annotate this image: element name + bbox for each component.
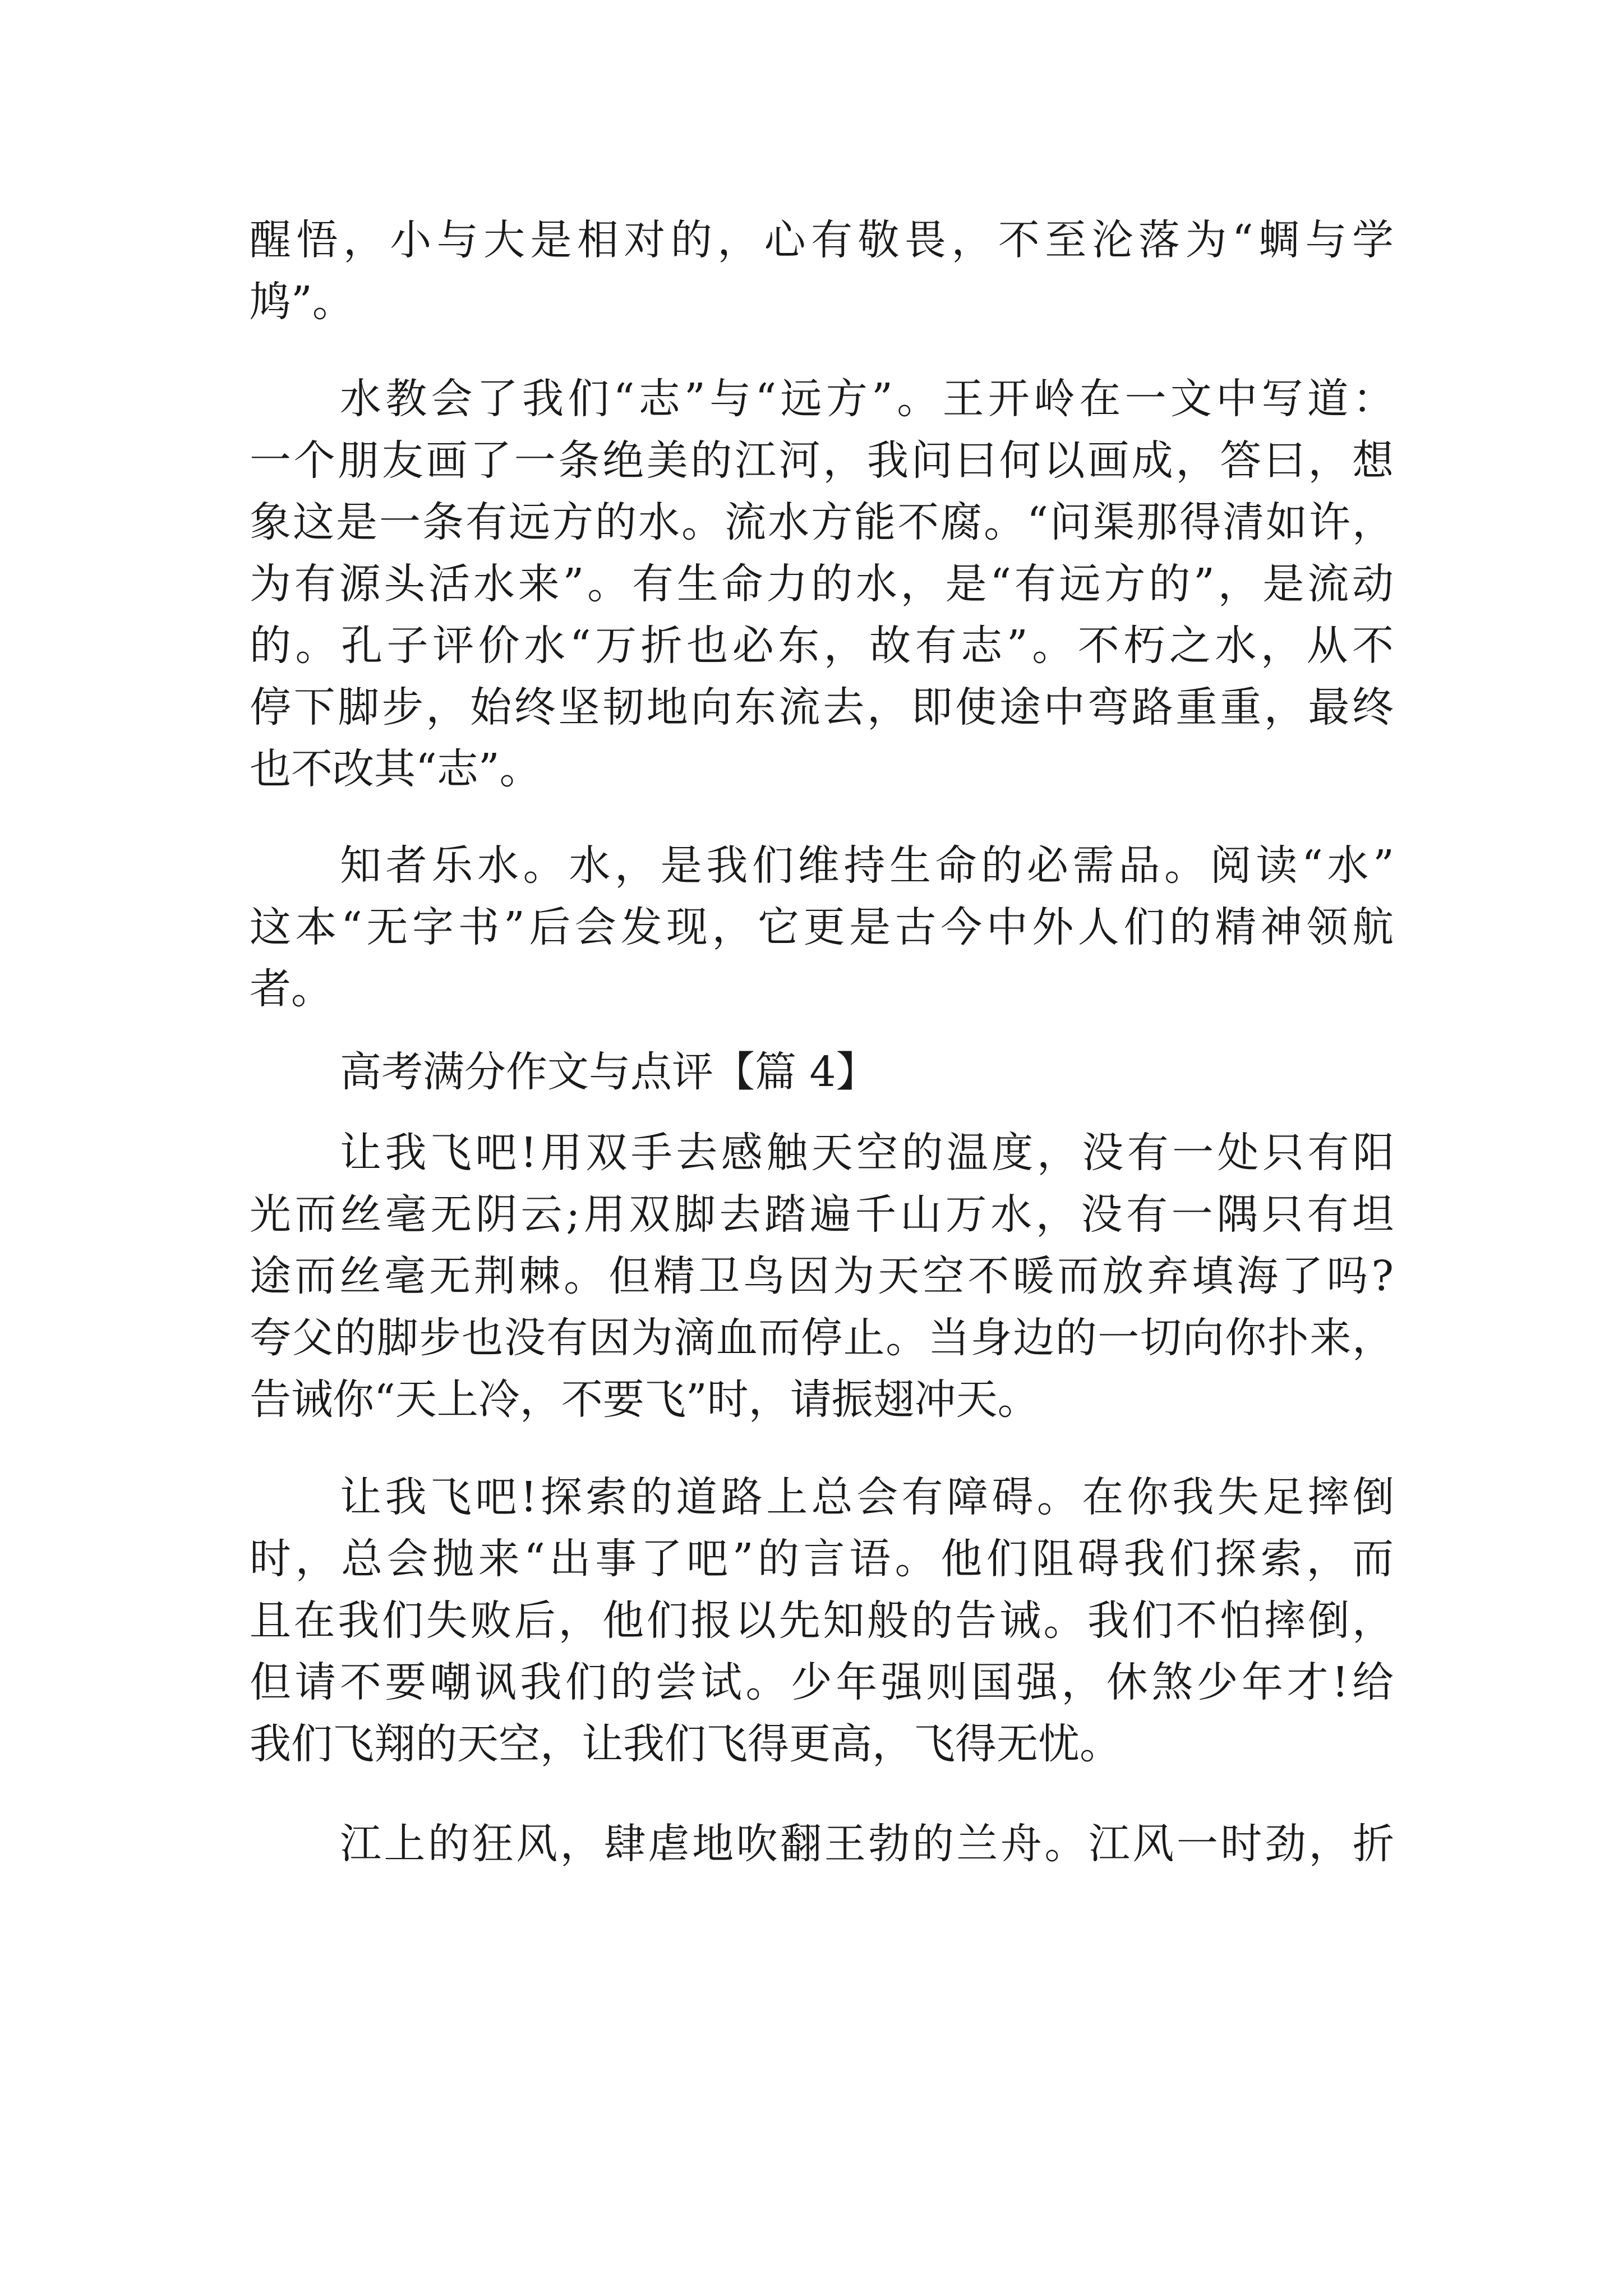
paragraph-first-line: 江上的狂风，肆虐地吹翻王勃的兰舟。江风一时劲，折 bbox=[340, 1820, 1394, 1868]
text-line: 象这是一条有远方的水。流水方能不腐。“问渠那得清如许， bbox=[250, 498, 1394, 546]
text-line: 时，总会抛来“出事了吧”的言语。他们阻碍我们探索，而 bbox=[250, 1535, 1394, 1583]
text-line: 一个朋友画了一条绝美的江河，我问曰何以画成，答曰，想 bbox=[250, 436, 1394, 485]
section-heading: 高考满分作文与点评【篇 4】 bbox=[340, 1048, 878, 1096]
text-line: 告诫你“天上冷，不要飞”时，请振翅冲天。 bbox=[250, 1375, 1039, 1424]
text-line: 夸父的脚步也没有因为滴血而停止。当身边的一切向你扑来， bbox=[250, 1314, 1394, 1362]
text-line: 为有源头活水来”。有生命力的水，是“有远方的”，是流动 bbox=[250, 560, 1394, 608]
text-line: 但请不要嘲讽我们的尝试。少年强则国强，休煞少年才!给 bbox=[250, 1658, 1394, 1706]
text-line: 的。孔子评价水“万折也必东，故有志”。不朽之水，从不 bbox=[250, 622, 1394, 670]
text-line: 也不改其“志”。 bbox=[250, 745, 541, 793]
text-line: 醒悟，小与大是相对的，心有敬畏，不至沦落为“蜩与学 bbox=[250, 216, 1394, 264]
text-line: 且在我们失败后，他们报以先知般的告诫。我们不怕摔倒， bbox=[250, 1596, 1394, 1645]
text-line: 我们飞翔的天空，让我们飞得更高，飞得无忧。 bbox=[250, 1720, 1121, 1768]
paragraph-first-line: 让我飞吧!探索的道路上总会有障碍。在你我失足摔倒 bbox=[340, 1473, 1394, 1521]
text-line: 停下脚步，始终坚韧地向东流去，即使途中弯路重重，最终 bbox=[250, 683, 1394, 731]
text-line: 途而丝毫无荆棘。但精卫鸟因为天空不暖而放弃填海了吗? bbox=[250, 1252, 1394, 1300]
text-line: 这本“无字书”后会发现，它更是古今中外人们的精神领航 bbox=[250, 903, 1394, 951]
paragraph-first-line: 知者乐水。水，是我们维持生命的必需品。阅读“水” bbox=[340, 841, 1394, 890]
text-line: 者。 bbox=[250, 965, 333, 1013]
text-line: 光而丝毫无阴云;用双脚去踏遍千山万水，没有一隅只有坦 bbox=[250, 1190, 1394, 1239]
paragraph-first-line: 让我飞吧!用双手去感触天空的温度，没有一处只有阳 bbox=[340, 1129, 1394, 1177]
text-line: 鸠”。 bbox=[250, 278, 354, 326]
paragraph-first-line: 水教会了我们“志”与“远方”。王开岭在一文中写道： bbox=[340, 375, 1394, 423]
